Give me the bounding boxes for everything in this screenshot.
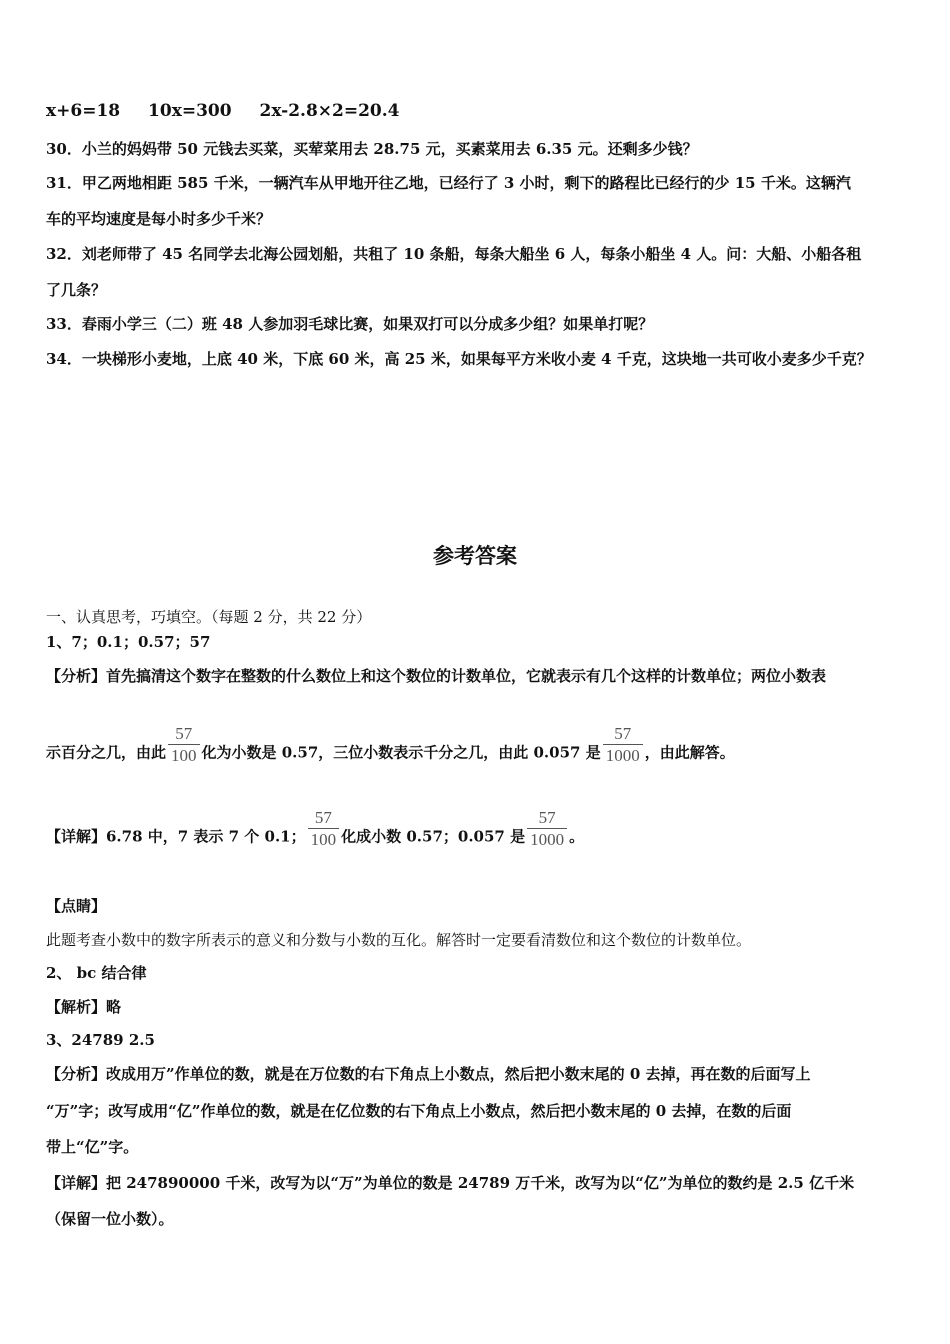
fraction-57-1000 — [527, 808, 567, 851]
question-31-line-1: 31．甲乙两地相距 585 千米，一辆汽车从甲地开往乙地，已经行了 3 小时，剩下的路程比已经行的少 15 千米。这辆汽 — [46, 174, 851, 192]
analysis-text-c: ，由此解答。 — [644, 743, 735, 762]
answer-3-analysis-line-3: 带上“亿”字。 — [46, 1138, 139, 1156]
analysis-text-a: 示百分之几，由此 — [46, 743, 167, 762]
question-32-line-2: 了几条？ — [46, 281, 107, 299]
answer-1: 1、7；0.1；0.57；57 — [46, 633, 211, 651]
answer-1-detail — [46, 808, 585, 859]
answer-3-detail-line-1: 【详解】把 247890000 千米，改写为以“万”为单位的数是 24789 万千米，改写为以“亿”为单位的数约是 2.5 亿千米 — [46, 1174, 855, 1192]
fraction-numerator: 57 — [314, 808, 332, 827]
answer-3: 3、24789 2.5 — [46, 1031, 155, 1049]
question-34: 34．一块梯形小麦地，上底 40 米，下底 60 米，高 25 米，如果每平方米收小麦 4 千克，这块地一共可收小麦多少千克？ — [46, 350, 872, 368]
answer-2-analysis: 【解析】略 — [46, 998, 122, 1016]
fraction-denominator: 1000 — [605, 746, 640, 765]
fraction-57-100 — [308, 808, 340, 851]
equation-row — [46, 101, 422, 121]
fraction-numerator: 57 — [175, 724, 193, 743]
analysis-text-b: 化为小数是 0.57，三位小数表示千分之几，由此 0.057 是 — [201, 743, 601, 762]
answer-3-detail-line-2: （保留一位小数）。 — [46, 1210, 174, 1228]
question-33: 33．春雨小学三（二）班 48 人参加羽毛球比赛，如果双打可以分成多少组？如果单打呢？ — [46, 315, 654, 333]
fraction-denominator: 100 — [310, 830, 337, 849]
detail-text-b: 化成小数 0.57；0.057 是 — [341, 827, 526, 846]
equation-1: x+6=18 — [46, 101, 121, 121]
answer-1-point: 此题考查小数中的数字所表示的意义和分数与小数的互化。解答时一定要看清数位和这个数位的计数单位。 — [46, 931, 752, 949]
detail-text-c: 。 — [569, 827, 585, 846]
answer-1-analysis-line-1: 【分析】首先搞清这个数字在整数的什么数位上和这个数位的计数单位，它就表示有几个这样的计数单位；两位小数表 — [46, 667, 827, 685]
answer-1-analysis-line-2 — [46, 724, 735, 775]
fraction-numerator: 57 — [538, 808, 556, 827]
answer-1-point-label: 【点睛】 — [46, 897, 107, 915]
equation-2: 10x=300 — [148, 101, 232, 121]
equation-3: 2x-2.8×2=20.4 — [259, 101, 400, 121]
section-1-heading: 一、认真思考，巧填空。（每题 2 分，共 22 分） — [46, 608, 372, 626]
answers-title: 参考答案 — [433, 544, 517, 568]
question-30: 30．小兰的妈妈带 50 元钱去买菜，买荤菜用去 28.75 元，买素菜用去 6.35 元。还剩多少钱？ — [46, 140, 698, 158]
question-32-line-1: 32．刘老师带了 45 名同学去北海公园划船，共租了 10 条船，每条大船坐 6 人，每条小船坐 4 人。问：大船、小船各租 — [46, 245, 862, 263]
question-31-line-2: 车的平均速度是每小时多少千米？ — [46, 210, 272, 228]
fraction-57-100 — [168, 724, 200, 767]
fraction-denominator: 1000 — [530, 830, 565, 849]
fraction-57-1000 — [603, 724, 643, 767]
answer-3-analysis-line-1: 【分析】改成用万”作单位的数，就是在万位数的右下角点上小数点，然后把小数末尾的 0 去掉，再在数的后面写上 — [46, 1065, 811, 1083]
answer-3-analysis-line-2: “万”字；改写成用“亿”作单位的数，就是在亿位数的右下角点上小数点，然后把小数末尾的 0 去掉，在数的后面 — [46, 1102, 792, 1120]
fraction-denominator: 100 — [171, 746, 197, 765]
fraction-numerator: 57 — [614, 724, 632, 743]
detail-text-a: 【详解】6.78 中，7 表示 7 个 0.1； — [46, 827, 306, 846]
answer-2: 2、 bc 结合律 — [46, 964, 147, 982]
